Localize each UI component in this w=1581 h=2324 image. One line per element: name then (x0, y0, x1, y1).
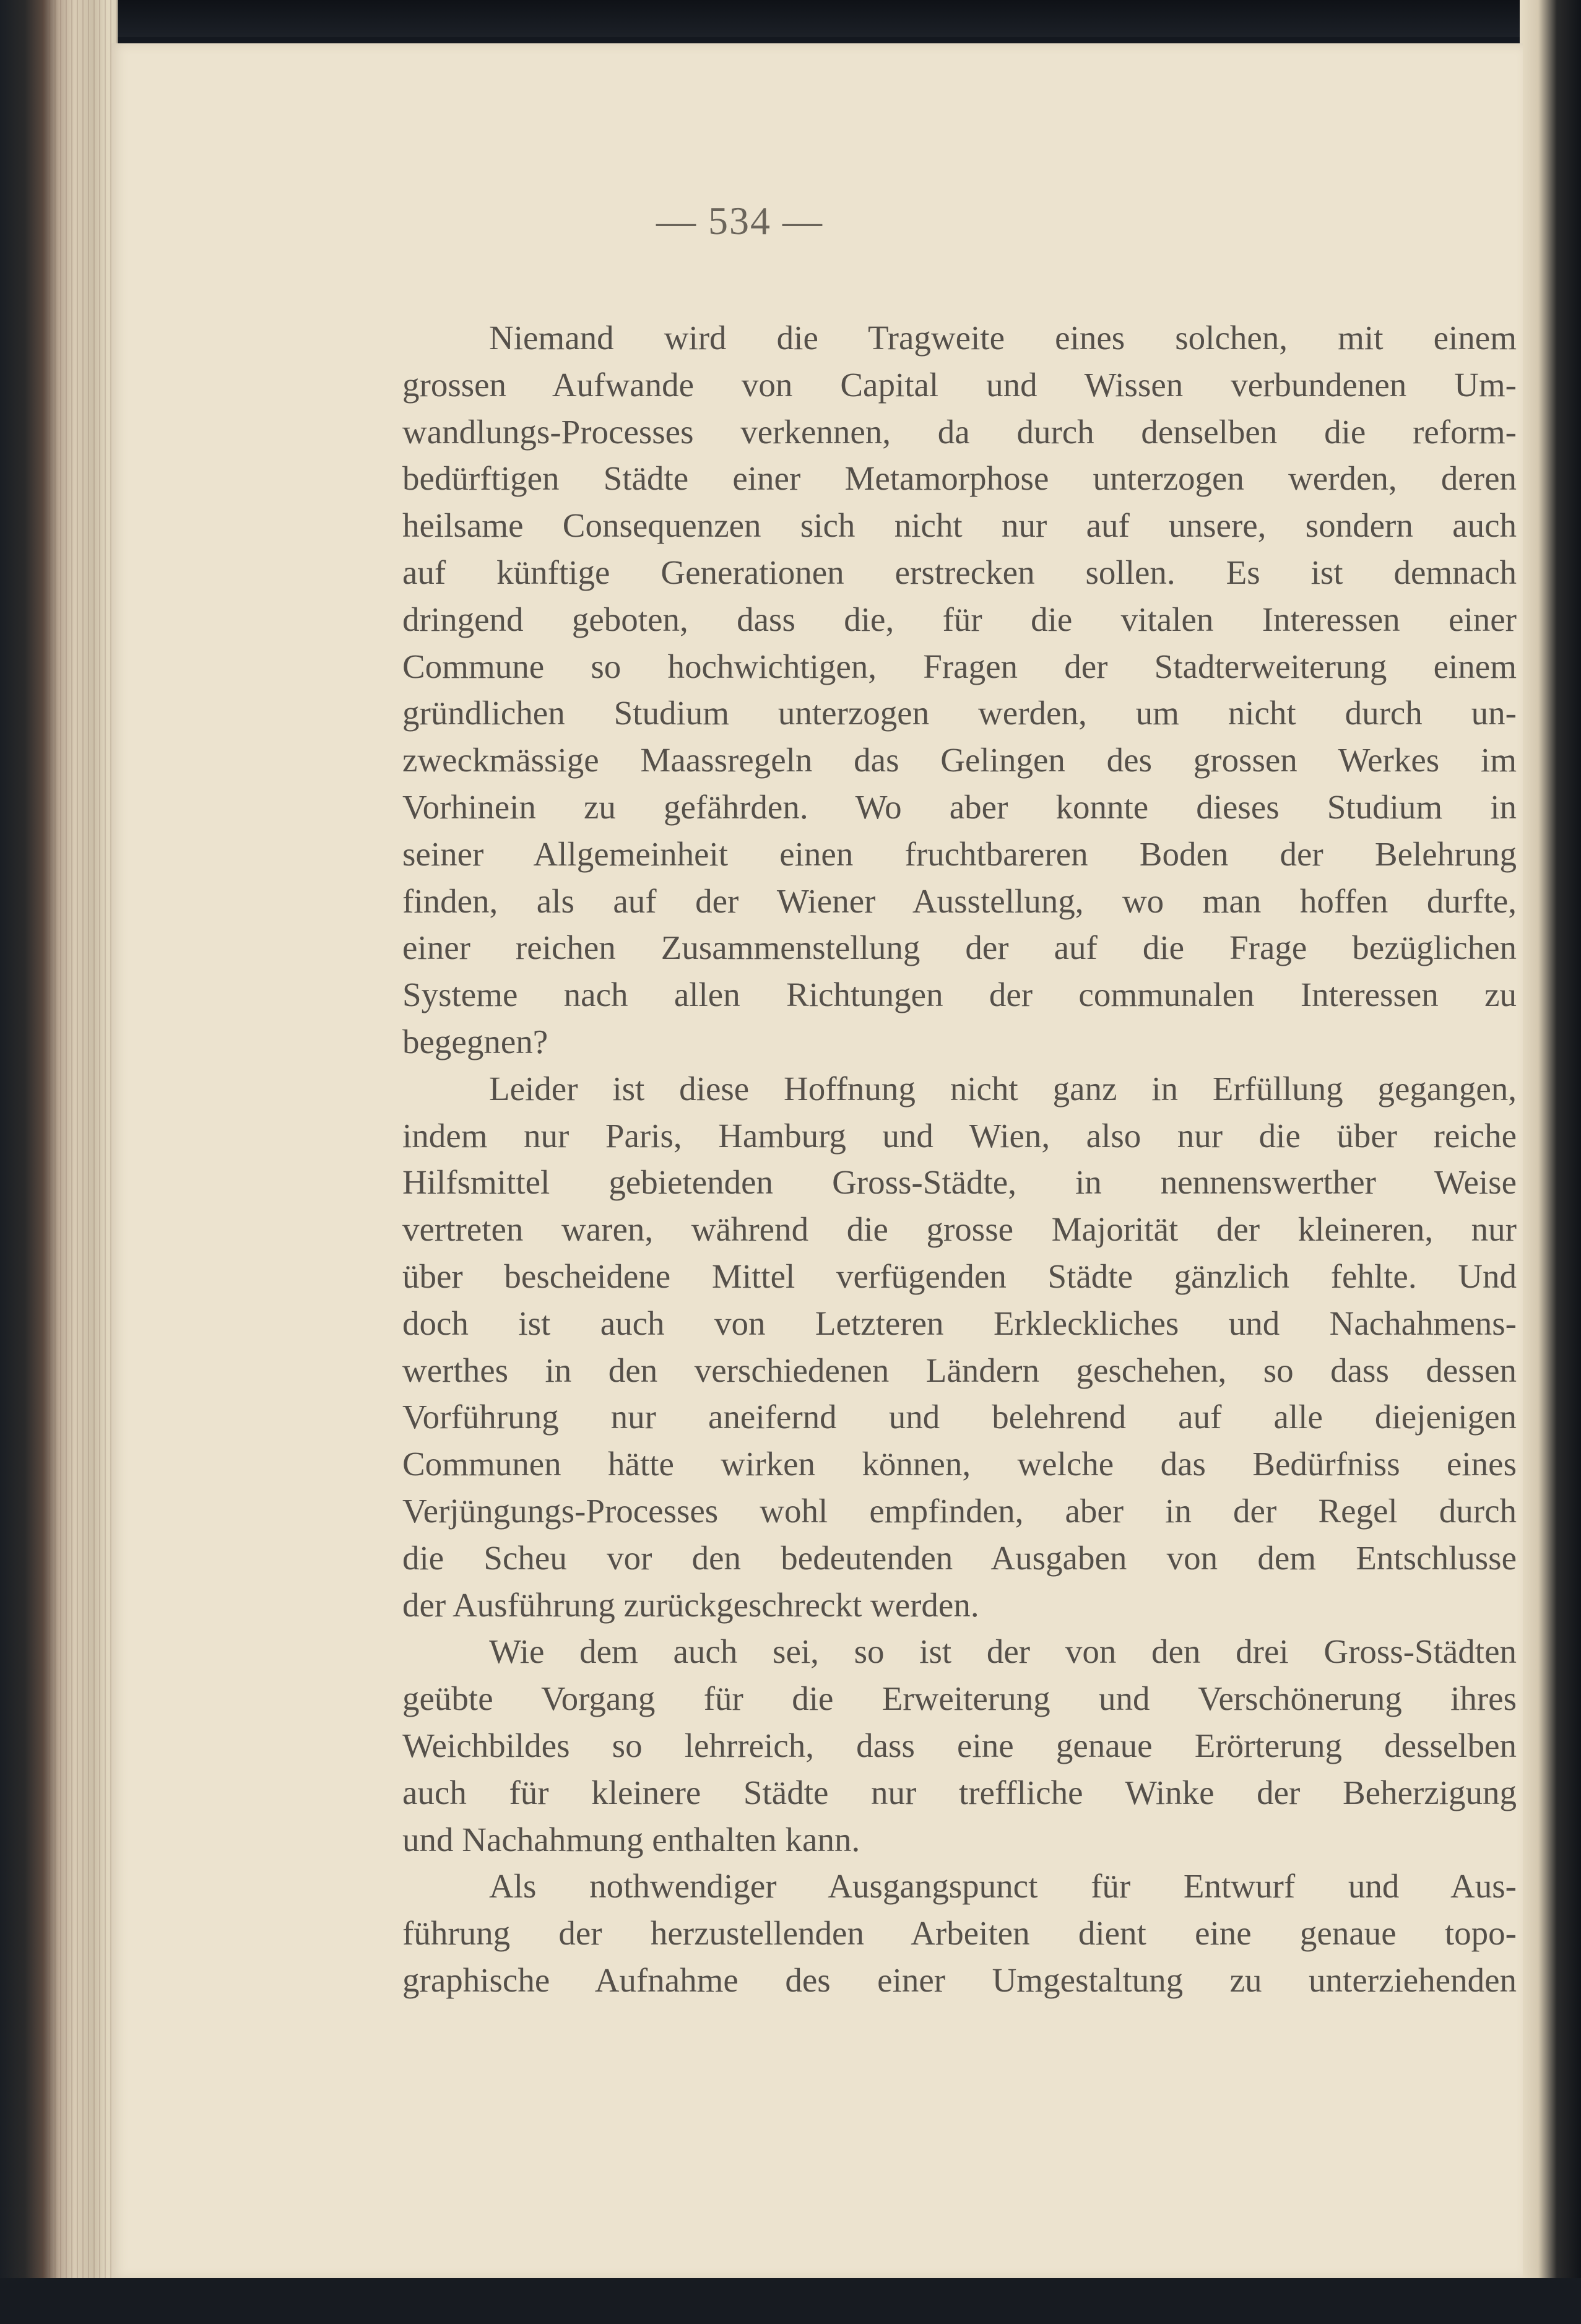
text-line: wandlungs-Processes verkennen, da durch denselben die reform- (402, 412, 1517, 451)
text-line: heilsame Consequenzen sich nicht nur auf unsere, sondern auch (402, 506, 1517, 545)
text-line: werthes in den verschiedenen Ländern geschehen, so dass dessen (402, 1351, 1517, 1389)
text-line: führung der herzustellenden Arbeiten dient eine genaue topo- (402, 1914, 1517, 1953)
text-line: Communen hätte wirken können, welche das Bedürfniss eines (402, 1445, 1517, 1483)
text-line: Weichbildes so lehrreich, dass eine genaue Erörterung desselben (402, 1726, 1517, 1764)
text-line: seiner Allgemeinheit einen fruchtbareren Boden der Belehrung (402, 835, 1517, 873)
text-line: über bescheidene Mittel verfügenden Städte gänzlich fehlte. Und (402, 1257, 1517, 1295)
text-line: Verjüngungs-Processes wohl empfinden, aber in der Regel durch (402, 1491, 1517, 1530)
text-line: indem nur Paris, Hamburg und Wien, also nur die über reiche (402, 1116, 1517, 1155)
text-line: Systeme nach allen Richtungen der communalen Interessen zu (402, 976, 1517, 1014)
text-line: finden, als auf der Wiener Ausstellung, wo man hoffen durfte, (402, 882, 1517, 920)
text-line: doch ist auch von Letzteren Erkleckliches und Nachahmens- (402, 1304, 1517, 1342)
text-line: Commune so hochwichtigen, Fragen der Stadterweiterung einem (402, 647, 1517, 685)
text-line: graphische Aufnahme des einer Umgestaltung zu unterziehenden (402, 1961, 1517, 1999)
text-line: geübte Vorgang für die Erweiterung und Verschönerung ihres (402, 1680, 1517, 1718)
text-line: Wie dem auch sei, so ist der von den drei Gross-Städten (489, 1632, 1517, 1671)
text-line: zweckmässige Maassregeln das Gelingen des grossen Werkes im (402, 741, 1517, 779)
text-line: der Ausführung zurückgeschreckt werden. (402, 1585, 979, 1624)
text-line: vertreten waren, während die grosse Majorität der kleineren, nur (402, 1210, 1517, 1249)
text-line: Leider ist diese Hoffnung nicht ganz in Erfüllung gegangen, (489, 1069, 1517, 1108)
text-line: gründlichen Studium unterzogen werden, um nicht durch un- (402, 694, 1517, 732)
book-page (111, 43, 1523, 2279)
text-line: begegnen? (402, 1022, 548, 1060)
text-line: grossen Aufwande von Capital und Wissen verbundenen Um- (402, 365, 1517, 404)
text-line: Vorhinein zu gefährden. Wo aber konnte dieses Studium in (402, 787, 1517, 826)
text-line: Vorführung nur aneifernd und belehrend auf alle diejenigen (402, 1398, 1517, 1436)
page-stack-lines (43, 0, 118, 2324)
binding-right-edge (1520, 0, 1581, 2324)
text-line: Niemand wird die Tragweite eines solchen, mit einem (489, 319, 1517, 357)
text-line: einer reichen Zusammenstellung der auf die Frage bezüglichen (402, 929, 1517, 967)
text-line: auf künftige Generationen erstrecken sollen. Es ist demnach (402, 553, 1517, 591)
text-line: Als nothwendiger Ausgangspunct für Entwurf und Aus- (489, 1867, 1517, 1906)
text-line: dringend geboten, dass die, für die vitalen Interessen einer (402, 600, 1517, 638)
text-line: und Nachahmung enthalten kann. (402, 1820, 860, 1858)
text-line: auch für kleinere Städte nur treffliche Winke der Beherzigung (402, 1773, 1517, 1811)
page-number: — 534 — (656, 199, 823, 243)
scan-bottom-border (0, 2278, 1581, 2324)
text-line: die Scheu vor den bedeutenden Ausgaben von dem Entschlusse (402, 1538, 1517, 1577)
text-line: bedürftigen Städte einer Metamorphose unterzogen werden, deren (402, 459, 1517, 498)
scan-top-border (0, 0, 1581, 37)
body-text (402, 314, 1517, 2004)
text-line: Hilfsmittel gebietenden Gross-Städte, in nennenswerther Weise (402, 1163, 1517, 1202)
page-stack-edge (0, 0, 118, 2324)
